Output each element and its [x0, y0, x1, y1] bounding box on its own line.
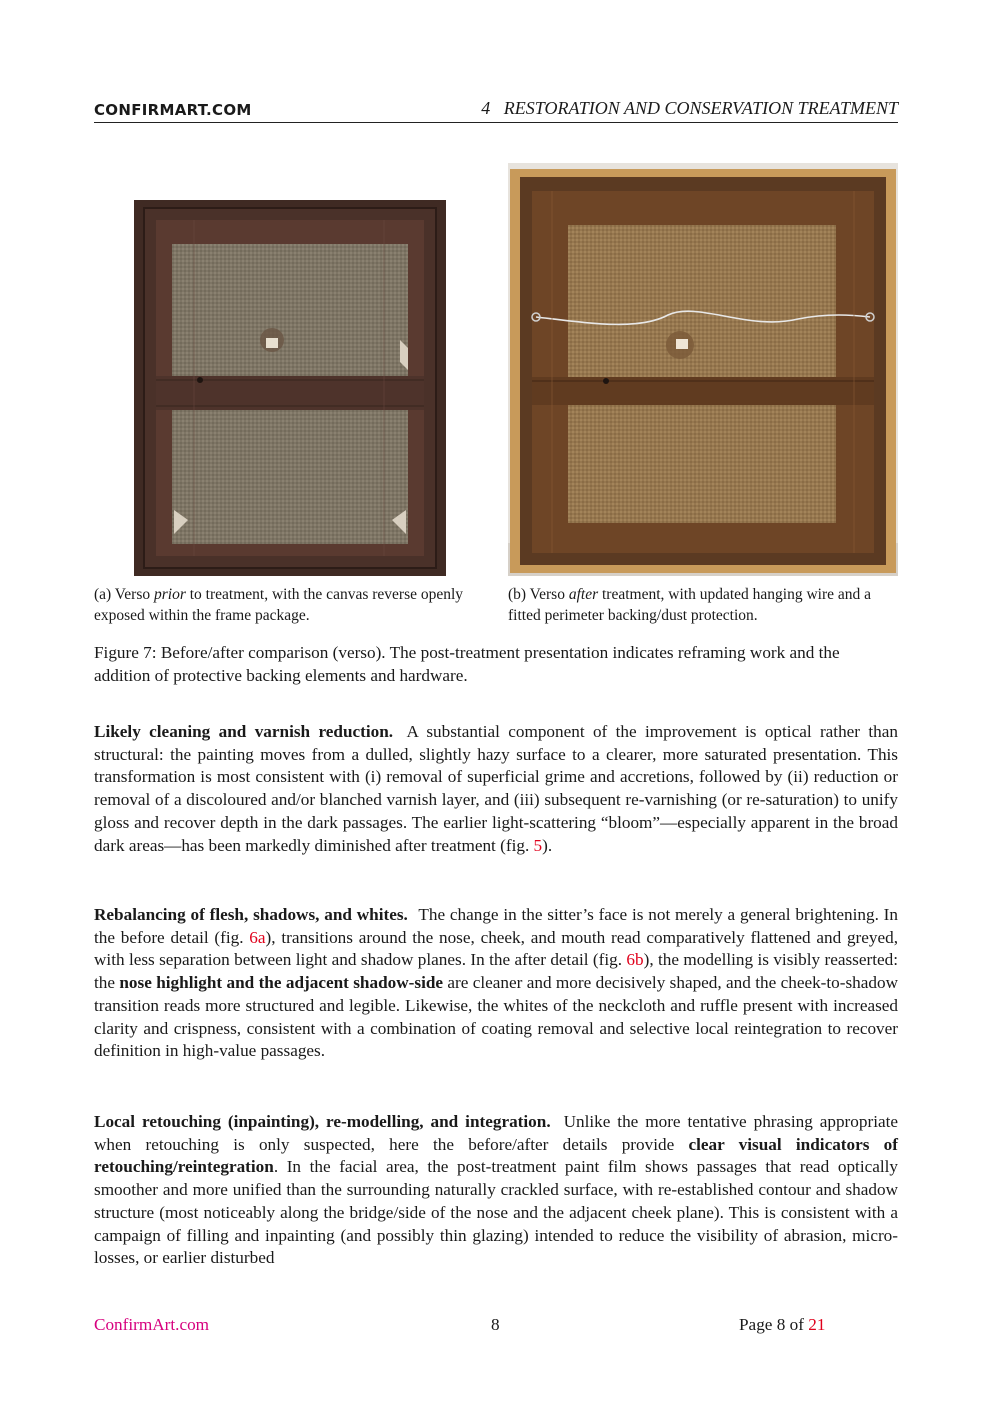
page-count: Page 8 of 21 — [739, 1315, 826, 1334]
paragraph-retouching: Local retouching (inpainting), re-modelling, and integration. Unlike the more tentative phrasing appropriate when retouching is only suspected, here the before/after details provide clear visual indicators of retouching/reintegration. In the facial area, the post-treatment paint film shows passages that read optically smoother and more unified than the surrounding naturally crackled surface, with re-established contour and shadow structure (most noticeably along the bridge/side of the nose and the adjacent cheek plane). This is consistent with a campaign of filling and inpainting (and possibly thin glazing) intended to reduce the visibility of abrasion, micro-losses, or earlier disturbed — [94, 1112, 899, 1268]
figure-ref-link[interactable]: 5 — [533, 835, 543, 855]
site-logo: CONFIRMART.COM — [94, 101, 252, 119]
page-footer — [0, 1315, 993, 1339]
paragraph-rebalancing: Rebalancing of flesh, shadows, and whites. The change in the sitter’s face is not merely a general brightening. In the before detail (fig. 6a), transitions around the nose, cheek, and mouth read comparatively flattened and greyed, with less separation between light and shadow planes. In the after detail (fig. 6b), the modelling is visibly reasserted: the nose highlight and the adjacent shadow-side are cleaner and more decisively shaped, and the cheek-to-shadow transition reads more structured and legible. Likewise, the whites of the neckcloth and ruffle present with increased clarity and crispness, consistent with a combination of coating removal and selective local reintegration to recover definition in high-value passages. — [94, 905, 899, 1061]
total-pages-link[interactable]: 21 — [808, 1315, 826, 1334]
paragraph-cleaning: Likely cleaning and varnish reduction. A substantial component of the improvement is optical rather than structural: the painting moves from a dulled, slightly hazy surface to a clearer, more saturated presentation. This transformation is most consistent with (i) removal of superficial grime and accretions, followed by (ii) reduction or removal of a discoloured and/or blanched varnish layer, and (iii) subsequent re-varnishing (or re-saturation) to unify gloss and recover depth in the dark passages. The earlier light-scattering “bloom”—especially apparent in the broad dark areas—has been markedly diminished after treatment (fig. 5). — [94, 722, 898, 855]
subcaption-a: (a) Verso prior to treatment, with the canvas reverse openly exposed within the frame package. — [94, 586, 464, 624]
subcaption-b: (b) Verso after treatment, with updated hanging wire and a fitted perimeter backing/dust protection. — [508, 586, 872, 624]
paragraph-heading: Likely cleaning and varnish reduction. — [94, 722, 394, 741]
paragraph-heading: Local retouching (inpainting), re-modelling, and integration. — [94, 1112, 551, 1131]
footer-site-link[interactable]: ConfirmArt.com — [94, 1315, 210, 1334]
figure-ref-link[interactable]: 6b — [626, 950, 644, 970]
figure-caption: Figure 7: Before/after comparison (verso). The post-treatment presentation indicates reframing work and the addition of protective backing elements and hardware. — [94, 643, 840, 685]
section-title: 4 RESTORATION AND CONSERVATION TREATMENT — [481, 98, 898, 118]
figure-ref-link[interactable]: 6a — [249, 927, 266, 947]
running-header — [94, 98, 898, 123]
paragraph-heading: Rebalancing of flesh, shadows, and whites. — [94, 905, 408, 924]
page-number: 8 — [491, 1315, 500, 1334]
verso-after-photo — [508, 163, 898, 576]
verso-before-photo — [134, 200, 446, 576]
